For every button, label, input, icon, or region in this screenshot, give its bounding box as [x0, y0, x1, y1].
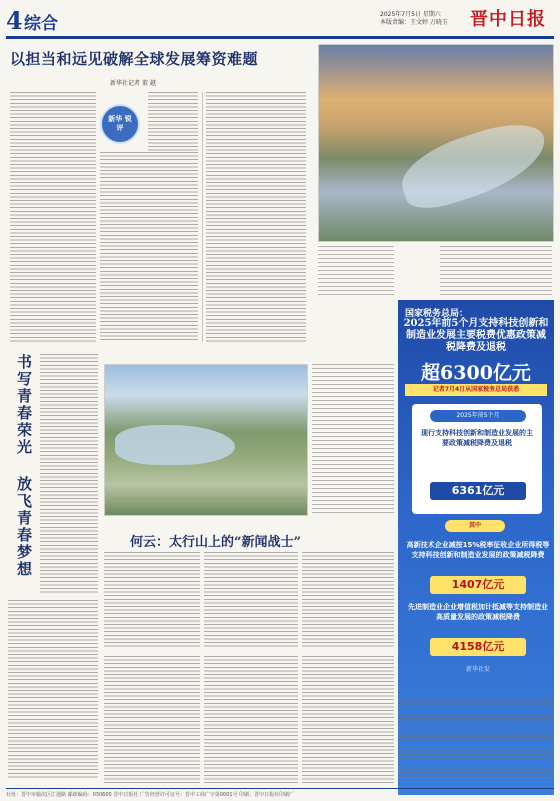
top-article-text-col1b	[148, 92, 198, 152]
top-article-text-col2	[206, 92, 306, 342]
top-article-text-col1	[10, 92, 96, 342]
ad-total: 超6300亿元	[421, 362, 531, 384]
top-article-byline: 新华社记者 董 越	[110, 80, 156, 87]
page-number: 4	[6, 6, 23, 35]
ad-footer: 新华社发	[465, 666, 490, 673]
ad-sub-label: 其中	[445, 520, 505, 532]
section-title: 综合	[24, 14, 58, 34]
footer-rule	[6, 788, 554, 789]
landscape-photo-mid	[104, 364, 308, 516]
bottom-article-text-col4	[104, 656, 200, 784]
ad-org: 国家税务总局：	[405, 309, 469, 319]
bottom-article-text-col5	[204, 656, 298, 784]
top-article-text-col1c	[100, 152, 198, 342]
masthead: 晋中日报	[470, 9, 546, 30]
bottom-article-text-col3	[302, 552, 394, 648]
photo-caption-text	[318, 246, 394, 296]
bottom-article-text-col2	[204, 552, 298, 648]
ad-card-text: 现行支持科技创新和制造业发展的主要政策减税降费及退税	[421, 429, 533, 447]
mid-article-text	[312, 364, 394, 514]
ad-item2-text: 高新技术企业减按15%税率征收企业所得税等支持科技创新和制造业发展的政策减税降费	[406, 541, 550, 559]
right-article-text	[440, 246, 552, 296]
ad-headline: 2025年前5个月支持科技创新和制造业发展主要税费优惠政策减税降费及退税	[403, 318, 549, 353]
commentary-badge: 新华 锐评	[100, 104, 140, 144]
top-article-headline: 以担当和远见破解全球发展筹资难题	[10, 50, 259, 68]
landscape-photo-top	[318, 44, 554, 242]
bottom-article-headline: 何云：太行山上的“新闻战士”	[130, 535, 301, 550]
ad-item3-value: 4158亿元	[430, 638, 526, 656]
bottom-article-text-col1	[104, 552, 200, 648]
ad-item3-text: 先进制造业企业增值税加计抵减等支持制造业高质量发展的政策减税降费	[408, 603, 548, 621]
feature-text-col1	[40, 354, 98, 594]
header-rule	[6, 36, 554, 39]
bottom-article-text-col6	[302, 656, 394, 784]
ad-card-value: 6361亿元	[430, 482, 526, 500]
header-info	[380, 11, 448, 27]
right-bottom-text	[398, 700, 554, 784]
editor-line: 本版责编：王文婷 万晓玉	[380, 19, 448, 26]
date-line: 2025年7月5日 星期六	[380, 11, 441, 18]
ad-card-title: 2025年前5个月	[430, 410, 526, 422]
column-divider	[202, 92, 203, 342]
column-feature-title: 书写青春荣光 放飞青春梦想	[15, 354, 33, 578]
feature-text-col2	[8, 600, 98, 780]
ad-strip: 记者7月4日从国家税务总局获悉	[405, 384, 547, 396]
ad-item2-value: 1407亿元	[430, 576, 526, 594]
page-footer: 社址：晋中市榆次区汇通路 邮政编码：030600 晋中日报社 广告经营许可证号：晋中工商广字第0001号 印刷：晋中日报社印刷厂	[6, 792, 295, 798]
